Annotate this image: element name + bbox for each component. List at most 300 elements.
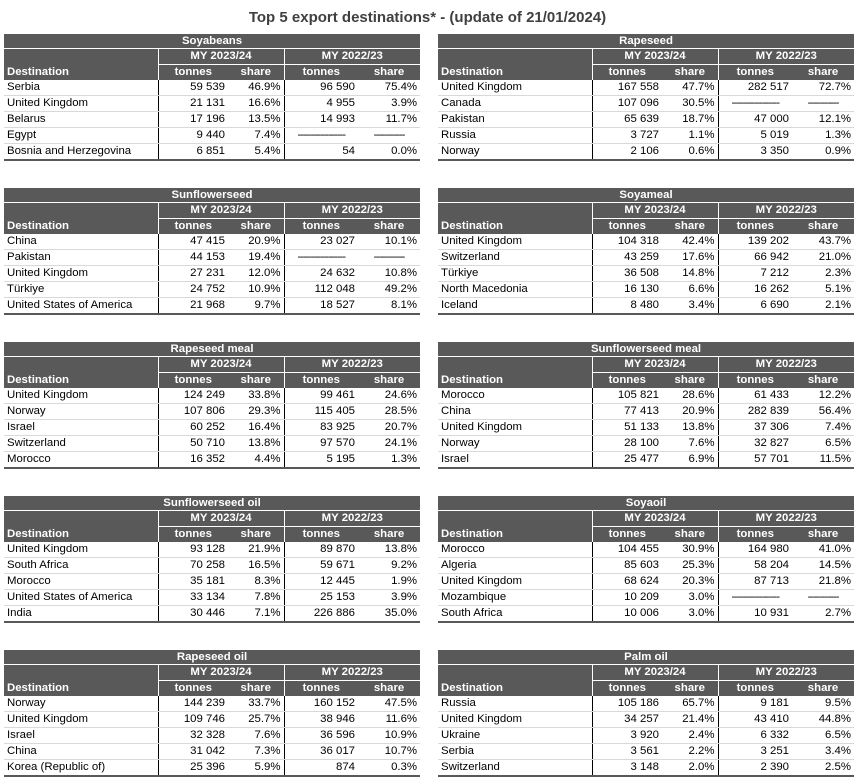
- table-row: [438, 128, 854, 144]
- column-header-share: share: [792, 681, 854, 697]
- share-current-cell: 47.7%: [662, 80, 718, 96]
- table-row: [438, 542, 854, 558]
- destination-cell: Morocco: [438, 388, 592, 404]
- table-row: [438, 574, 854, 590]
- share-previous-cell: 44.8%: [792, 712, 854, 728]
- share-previous-cell: 7.4%: [792, 420, 854, 436]
- share-previous-cell: 9.5%: [792, 696, 854, 712]
- column-header-my-previous: MY 2022/23: [718, 511, 854, 527]
- destination-cell: United Kingdom: [4, 542, 158, 558]
- destination-cell: Serbia: [438, 744, 592, 760]
- tonnes-current-cell: 2 106: [592, 144, 662, 161]
- tonnes-current-cell: 3 727: [592, 128, 662, 144]
- share-current-cell: 18.7%: [662, 112, 718, 128]
- page-title: Top 5 export destinations* - (update of 21/01/2024): [248, 9, 607, 26]
- destination-cell: India: [4, 606, 158, 623]
- destination-cell: Israel: [4, 728, 158, 744]
- tonnes-previous-cell: 23 027: [284, 234, 358, 250]
- tonnes-current-cell: 50 710: [158, 436, 228, 452]
- tonnes-previous-cell: -----------------: [718, 96, 792, 112]
- share-current-cell: 30.9%: [662, 542, 718, 558]
- column-header-my-current: MY 2023/24: [158, 49, 284, 65]
- column-header-my-previous: MY 2022/23: [718, 203, 854, 219]
- tonnes-previous-cell: 97 570: [284, 436, 358, 452]
- share-current-cell: 13.5%: [228, 112, 284, 128]
- destination-cell: China: [438, 404, 592, 420]
- share-current-cell: 46.9%: [228, 80, 284, 96]
- table-row: [438, 404, 854, 420]
- tonnes-current-cell: 85 603: [592, 558, 662, 574]
- tonnes-previous-cell: 43 410: [718, 712, 792, 728]
- table-row: [438, 728, 854, 744]
- share-previous-cell: 1.3%: [792, 128, 854, 144]
- share-previous-cell: 13.8%: [358, 542, 420, 558]
- share-previous-cell: 5.1%: [792, 282, 854, 298]
- table-rapeseed: [438, 34, 854, 161]
- column-header-share: share: [792, 527, 854, 543]
- column-header-tonnes: tonnes: [284, 373, 358, 389]
- share-previous-cell: 6.5%: [792, 436, 854, 452]
- column-header-tonnes: tonnes: [592, 373, 662, 389]
- share-previous-cell: 0.3%: [358, 760, 420, 777]
- table-row: [438, 282, 854, 298]
- tonnes-current-cell: 51 133: [592, 420, 662, 436]
- share-previous-cell: 1.9%: [358, 574, 420, 590]
- tonnes-previous-cell: 7 212: [718, 266, 792, 282]
- column-header-destination: Destination: [4, 665, 158, 697]
- tonnes-previous-cell: 58 204: [718, 558, 792, 574]
- tonnes-previous-cell: 12 445: [284, 574, 358, 590]
- share-current-cell: 2.4%: [662, 728, 718, 744]
- destination-cell: Russia: [438, 696, 592, 712]
- share-current-cell: 28.6%: [662, 388, 718, 404]
- tonnes-previous-cell: 99 461: [284, 388, 358, 404]
- tonnes-current-cell: 65 639: [592, 112, 662, 128]
- share-current-cell: 4.4%: [228, 452, 284, 469]
- share-current-cell: 1.1%: [662, 128, 718, 144]
- share-previous-cell: 21.0%: [792, 250, 854, 266]
- tonnes-previous-cell: 36 017: [284, 744, 358, 760]
- share-previous-cell: 3.9%: [358, 590, 420, 606]
- tonnes-previous-cell: 87 713: [718, 574, 792, 590]
- destination-cell: Switzerland: [438, 250, 592, 266]
- share-current-cell: 20.9%: [662, 404, 718, 420]
- tonnes-current-cell: 21 968: [158, 298, 228, 315]
- tonnes-previous-cell: 9 181: [718, 696, 792, 712]
- destination-cell: United Kingdom: [4, 712, 158, 728]
- tonnes-current-cell: 47 415: [158, 234, 228, 250]
- tonnes-current-cell: 3 148: [592, 760, 662, 777]
- column-header-destination: Destination: [438, 511, 592, 543]
- share-current-cell: 7.8%: [228, 590, 284, 606]
- column-header-share: share: [228, 65, 284, 81]
- column-header-share: share: [662, 65, 718, 81]
- column-header-tonnes: tonnes: [592, 65, 662, 81]
- share-previous-cell: 72.7%: [792, 80, 854, 96]
- tonnes-current-cell: 9 440: [158, 128, 228, 144]
- share-current-cell: 19.4%: [228, 250, 284, 266]
- tonnes-previous-cell: 115 405: [284, 404, 358, 420]
- tonnes-current-cell: 167 558: [592, 80, 662, 96]
- column-header-my-current: MY 2023/24: [158, 203, 284, 219]
- tonnes-current-cell: 107 096: [592, 96, 662, 112]
- share-previous-cell: 6.5%: [792, 728, 854, 744]
- share-previous-cell: 2.1%: [792, 298, 854, 315]
- column-header-tonnes: tonnes: [158, 219, 228, 235]
- column-header-destination: Destination: [438, 357, 592, 389]
- tonnes-current-cell: 43 259: [592, 250, 662, 266]
- table-title: Palm oil: [438, 650, 854, 665]
- share-current-cell: 2.2%: [662, 744, 718, 760]
- share-current-cell: 65.7%: [662, 696, 718, 712]
- column-header-tonnes: tonnes: [284, 65, 358, 81]
- tonnes-previous-cell: 6 332: [718, 728, 792, 744]
- tonnes-current-cell: 17 196: [158, 112, 228, 128]
- column-header-share: share: [662, 527, 718, 543]
- table-row: [438, 420, 854, 436]
- column-header-tonnes: tonnes: [284, 527, 358, 543]
- tonnes-previous-cell: 160 152: [284, 696, 358, 712]
- share-current-cell: 21.4%: [662, 712, 718, 728]
- share-current-cell: 20.3%: [662, 574, 718, 590]
- table-row: [438, 388, 854, 404]
- tonnes-current-cell: 25 396: [158, 760, 228, 777]
- destination-cell: Iceland: [438, 298, 592, 315]
- column-header-my-current: MY 2023/24: [158, 357, 284, 373]
- share-current-cell: 7.4%: [228, 128, 284, 144]
- destination-cell: Pakistan: [4, 250, 158, 266]
- share-current-cell: 3.4%: [662, 298, 718, 315]
- tonnes-current-cell: 10 006: [592, 606, 662, 623]
- tonnes-previous-cell: 2 390: [718, 760, 792, 777]
- tonnes-previous-cell: 139 202: [718, 234, 792, 250]
- table-row: [438, 96, 854, 112]
- destination-cell: United Kingdom: [438, 80, 592, 96]
- share-previous-cell: -----------: [358, 128, 420, 144]
- column-header-share: share: [662, 373, 718, 389]
- share-current-cell: 16.6%: [228, 96, 284, 112]
- table-row: [4, 298, 420, 315]
- destination-cell: United Kingdom: [4, 388, 158, 404]
- table-soyaoil: [438, 496, 854, 623]
- table-row: [438, 112, 854, 128]
- table-row: [4, 696, 420, 712]
- tonnes-current-cell: 27 231: [158, 266, 228, 282]
- table-title: Sunflowerseed oil: [4, 496, 420, 511]
- share-current-cell: 17.6%: [662, 250, 718, 266]
- tonnes-previous-cell: 54: [284, 144, 358, 161]
- table-rapeseed-meal: [4, 342, 420, 469]
- tonnes-current-cell: 28 100: [592, 436, 662, 452]
- tonnes-current-cell: 10 209: [592, 590, 662, 606]
- tonnes-current-cell: 21 131: [158, 96, 228, 112]
- column-header-destination: Destination: [4, 203, 158, 235]
- column-header-tonnes: tonnes: [158, 681, 228, 697]
- tonnes-previous-cell: 59 671: [284, 558, 358, 574]
- share-previous-cell: 41.0%: [792, 542, 854, 558]
- tonnes-previous-cell: 38 946: [284, 712, 358, 728]
- tonnes-previous-cell: 3 350: [718, 144, 792, 161]
- destination-cell: Switzerland: [438, 760, 592, 777]
- table-row: [4, 452, 420, 469]
- tonnes-previous-cell: 3 251: [718, 744, 792, 760]
- table-sunflowerseed: [4, 188, 420, 315]
- table-row: [4, 436, 420, 452]
- column-header-share: share: [228, 681, 284, 697]
- share-current-cell: 3.0%: [662, 606, 718, 623]
- share-previous-cell: 0.9%: [792, 144, 854, 161]
- column-header-my-previous: MY 2022/23: [284, 665, 420, 681]
- table-row: [4, 420, 420, 436]
- tonnes-previous-cell: 36 596: [284, 728, 358, 744]
- share-previous-cell: 14.5%: [792, 558, 854, 574]
- table-sunflowerseed-meal: [438, 342, 854, 469]
- tonnes-current-cell: 6 851: [158, 144, 228, 161]
- column-header-my-previous: MY 2022/23: [284, 357, 420, 373]
- tonnes-current-cell: 105 186: [592, 696, 662, 712]
- column-header-destination: Destination: [4, 49, 158, 81]
- share-previous-cell: 56.4%: [792, 404, 854, 420]
- share-current-cell: 16.5%: [228, 558, 284, 574]
- share-previous-cell: 3.4%: [792, 744, 854, 760]
- share-previous-cell: 8.1%: [358, 298, 420, 315]
- share-current-cell: 2.0%: [662, 760, 718, 777]
- destination-cell: Algeria: [438, 558, 592, 574]
- column-header-share: share: [358, 373, 420, 389]
- column-header-tonnes: tonnes: [284, 681, 358, 697]
- share-previous-cell: 20.7%: [358, 420, 420, 436]
- table-row: [438, 452, 854, 469]
- column-header-my-previous: MY 2022/23: [284, 49, 420, 65]
- destination-cell: United Kingdom: [438, 574, 592, 590]
- destination-cell: United Kingdom: [4, 96, 158, 112]
- destination-cell: United States of America: [4, 298, 158, 315]
- share-previous-cell: 10.8%: [358, 266, 420, 282]
- share-previous-cell: 21.8%: [792, 574, 854, 590]
- table-row: [4, 558, 420, 574]
- table-row: [438, 436, 854, 452]
- tonnes-previous-cell: 96 590: [284, 80, 358, 96]
- share-current-cell: 5.9%: [228, 760, 284, 777]
- tonnes-previous-cell: 57 701: [718, 452, 792, 469]
- destination-cell: Canada: [438, 96, 592, 112]
- destination-cell: Belarus: [4, 112, 158, 128]
- table-row: [4, 712, 420, 728]
- table-row: [4, 234, 420, 250]
- tonnes-previous-cell: 47 000: [718, 112, 792, 128]
- column-header-tonnes: tonnes: [592, 219, 662, 235]
- tonnes-current-cell: 16 130: [592, 282, 662, 298]
- tonnes-current-cell: 33 134: [158, 590, 228, 606]
- column-header-tonnes: tonnes: [158, 527, 228, 543]
- column-header-tonnes: tonnes: [592, 527, 662, 543]
- tonnes-previous-cell: 16 262: [718, 282, 792, 298]
- tonnes-previous-cell: 10 931: [718, 606, 792, 623]
- column-header-share: share: [358, 681, 420, 697]
- destination-cell: South Africa: [438, 606, 592, 623]
- share-previous-cell: 24.1%: [358, 436, 420, 452]
- share-previous-cell: 12.1%: [792, 112, 854, 128]
- share-previous-cell: 1.3%: [358, 452, 420, 469]
- share-previous-cell: 43.7%: [792, 234, 854, 250]
- tonnes-current-cell: 16 352: [158, 452, 228, 469]
- column-header-tonnes: tonnes: [284, 219, 358, 235]
- table-row: [4, 282, 420, 298]
- share-current-cell: 10.9%: [228, 282, 284, 298]
- destination-cell: China: [4, 234, 158, 250]
- tonnes-previous-cell: -----------------: [718, 590, 792, 606]
- share-previous-cell: -----------: [358, 250, 420, 266]
- tonnes-current-cell: 105 821: [592, 388, 662, 404]
- table-row: [438, 558, 854, 574]
- share-current-cell: 14.8%: [662, 266, 718, 282]
- tonnes-current-cell: 59 539: [158, 80, 228, 96]
- column-header-share: share: [792, 65, 854, 81]
- table-row: [438, 80, 854, 96]
- destination-cell: Israel: [438, 452, 592, 469]
- tonnes-previous-cell: -----------------: [284, 250, 358, 266]
- destination-cell: United States of America: [4, 590, 158, 606]
- tonnes-previous-cell: 6 690: [718, 298, 792, 315]
- tonnes-previous-cell: 66 942: [718, 250, 792, 266]
- tonnes-current-cell: 25 477: [592, 452, 662, 469]
- table-title: Rapeseed meal: [4, 342, 420, 357]
- share-previous-cell: 2.3%: [792, 266, 854, 282]
- share-previous-cell: 11.7%: [358, 112, 420, 128]
- column-header-share: share: [228, 373, 284, 389]
- tonnes-current-cell: 30 446: [158, 606, 228, 623]
- table-row: [4, 404, 420, 420]
- share-current-cell: 7.6%: [228, 728, 284, 744]
- table-title: Rapeseed: [438, 34, 854, 49]
- table-row: [4, 606, 420, 623]
- tonnes-current-cell: 8 480: [592, 298, 662, 315]
- table-title: Soyameal: [438, 188, 854, 203]
- tonnes-previous-cell: 282 839: [718, 404, 792, 420]
- destination-cell: Mozambique: [438, 590, 592, 606]
- share-previous-cell: 75.4%: [358, 80, 420, 96]
- share-current-cell: 16.4%: [228, 420, 284, 436]
- share-current-cell: 33.7%: [228, 696, 284, 712]
- column-header-my-current: MY 2023/24: [592, 203, 718, 219]
- share-previous-cell: 2.5%: [792, 760, 854, 777]
- tonnes-previous-cell: 282 517: [718, 80, 792, 96]
- destination-cell: Morocco: [4, 574, 158, 590]
- share-current-cell: 25.7%: [228, 712, 284, 728]
- share-current-cell: 6.9%: [662, 452, 718, 469]
- tonnes-previous-cell: 89 870: [284, 542, 358, 558]
- destination-cell: United Kingdom: [438, 712, 592, 728]
- tonnes-current-cell: 44 153: [158, 250, 228, 266]
- table-row: [438, 760, 854, 777]
- table-soyameal: [438, 188, 854, 315]
- column-header-share: share: [228, 219, 284, 235]
- tonnes-previous-cell: 83 925: [284, 420, 358, 436]
- table-row: [438, 298, 854, 315]
- table-row: [4, 266, 420, 282]
- column-header-tonnes: tonnes: [718, 373, 792, 389]
- tonnes-current-cell: 107 806: [158, 404, 228, 420]
- tonnes-current-cell: 24 752: [158, 282, 228, 298]
- share-current-cell: 42.4%: [662, 234, 718, 250]
- share-current-cell: 29.3%: [228, 404, 284, 420]
- tonnes-previous-cell: 24 632: [284, 266, 358, 282]
- share-current-cell: 7.3%: [228, 744, 284, 760]
- tonnes-previous-cell: 61 433: [718, 388, 792, 404]
- destination-cell: Egypt: [4, 128, 158, 144]
- column-header-tonnes: tonnes: [592, 681, 662, 697]
- share-previous-cell: 3.9%: [358, 96, 420, 112]
- share-current-cell: 30.5%: [662, 96, 718, 112]
- column-header-my-current: MY 2023/24: [592, 49, 718, 65]
- share-current-cell: 13.8%: [228, 436, 284, 452]
- destination-cell: Türkiye: [4, 282, 158, 298]
- column-header-destination: Destination: [4, 511, 158, 543]
- tonnes-previous-cell: 164 980: [718, 542, 792, 558]
- share-previous-cell: 10.1%: [358, 234, 420, 250]
- share-previous-cell: -----------: [792, 590, 854, 606]
- column-header-my-current: MY 2023/24: [592, 357, 718, 373]
- table-sunflowerseed-oil: [4, 496, 420, 623]
- tonnes-previous-cell: 18 527: [284, 298, 358, 315]
- column-header-share: share: [792, 373, 854, 389]
- table-soyabeans: [4, 34, 420, 161]
- share-previous-cell: 12.2%: [792, 388, 854, 404]
- column-header-share: share: [358, 65, 420, 81]
- share-previous-cell: 0.0%: [358, 144, 420, 161]
- table-row: [438, 696, 854, 712]
- column-header-tonnes: tonnes: [158, 65, 228, 81]
- share-current-cell: 7.1%: [228, 606, 284, 623]
- destination-cell: Morocco: [438, 542, 592, 558]
- share-previous-cell: 10.7%: [358, 744, 420, 760]
- column-header-share: share: [662, 219, 718, 235]
- tonnes-previous-cell: 32 827: [718, 436, 792, 452]
- destination-cell: Türkiye: [438, 266, 592, 282]
- tonnes-previous-cell: 112 048: [284, 282, 358, 298]
- table-row: [4, 96, 420, 112]
- share-current-cell: 9.7%: [228, 298, 284, 315]
- column-header-tonnes: tonnes: [718, 219, 792, 235]
- table-row: [4, 760, 420, 777]
- share-previous-cell: 10.9%: [358, 728, 420, 744]
- tonnes-current-cell: 3 561: [592, 744, 662, 760]
- column-header-destination: Destination: [438, 665, 592, 697]
- table-row: [438, 606, 854, 623]
- destination-cell: United Kingdom: [438, 420, 592, 436]
- destination-cell: Serbia: [4, 80, 158, 96]
- table-row: [4, 250, 420, 266]
- share-previous-cell: 9.2%: [358, 558, 420, 574]
- table-rapeseed-oil: [4, 650, 420, 777]
- destination-cell: Norway: [4, 404, 158, 420]
- share-current-cell: 33.8%: [228, 388, 284, 404]
- column-header-share: share: [792, 219, 854, 235]
- tonnes-current-cell: 34 257: [592, 712, 662, 728]
- table-title: Rapeseed oil: [4, 650, 420, 665]
- share-previous-cell: 11.6%: [358, 712, 420, 728]
- share-current-cell: 3.0%: [662, 590, 718, 606]
- share-current-cell: 12.0%: [228, 266, 284, 282]
- column-header-share: share: [358, 219, 420, 235]
- tonnes-current-cell: 68 624: [592, 574, 662, 590]
- tonnes-previous-cell: 874: [284, 760, 358, 777]
- column-header-my-current: MY 2023/24: [158, 665, 284, 681]
- destination-cell: Switzerland: [4, 436, 158, 452]
- destination-cell: Pakistan: [438, 112, 592, 128]
- tonnes-current-cell: 109 746: [158, 712, 228, 728]
- destination-cell: Ukraine: [438, 728, 592, 744]
